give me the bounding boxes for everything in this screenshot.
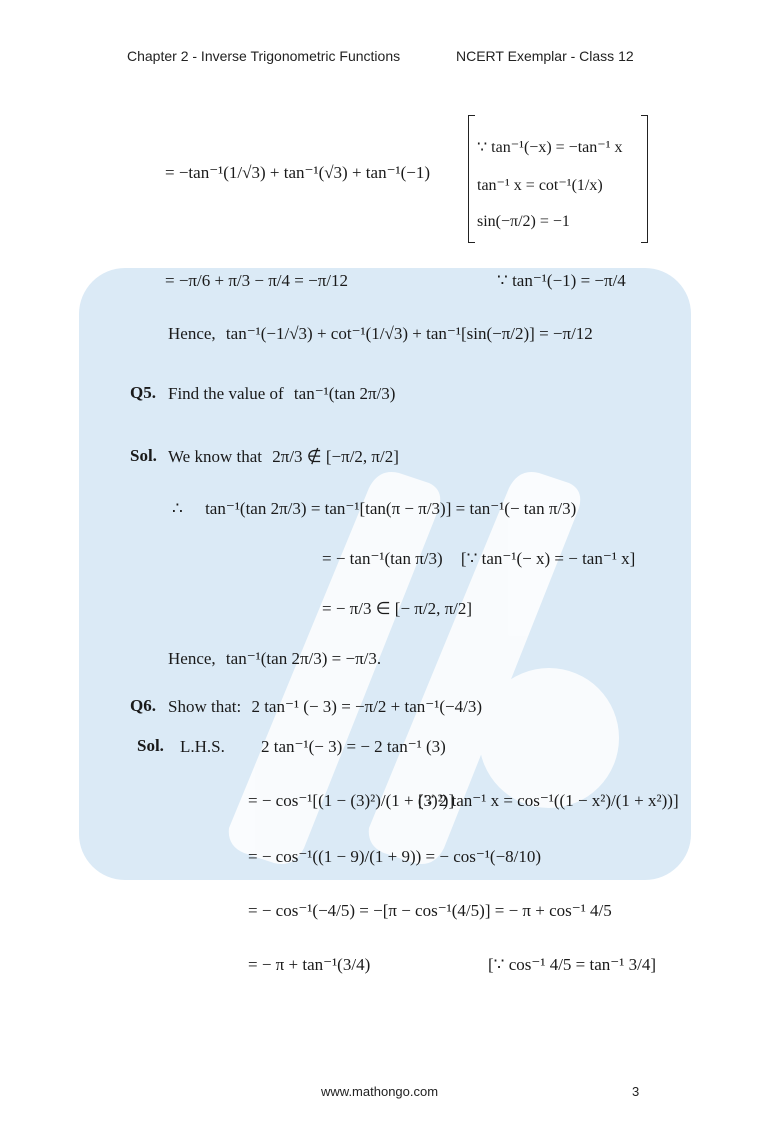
sol6-step-4-expression: = − π + tan⁻¹(3/4): [248, 955, 371, 974]
sol6-step-2-expression: = − cos⁻¹((1 − 9)/(1 + 9)) = − cos⁻¹(−8/10): [248, 847, 542, 866]
header-book-title: NCERT Exemplar - Class 12: [456, 48, 634, 64]
hence-1-expression: tan⁻¹(−1/√3) + cot⁻¹(1/√3) + tan⁻¹[sin(−π/2)] = −π/12: [225, 324, 593, 343]
reason-box-1: [468, 115, 648, 243]
footer-website[interactable]: www.mathongo.com: [321, 1084, 439, 1099]
sol5-expression: 2π/3 ∉ [−π/2, π/2]: [272, 447, 399, 466]
sol5-label: Sol.: [130, 446, 157, 465]
sol6-lhs-label: L.H.S.: [180, 737, 225, 756]
q5-expression: tan⁻¹(tan 2π/3): [293, 384, 396, 403]
box1-line-2: tan⁻¹ x = cot⁻¹(1/x): [477, 177, 603, 194]
box1-line-1: ∵ tan⁻¹(−x) = −tan⁻¹ x: [477, 139, 623, 156]
q6-question: [168, 696, 482, 718]
sol5-step-3: [322, 598, 472, 620]
line2-reason: [497, 270, 626, 292]
sol6-step-3-expression: = − cos⁻¹(−4/5) = −[π − cos⁻¹(4/5)] = − π + cos⁻¹ 4/5: [248, 901, 612, 920]
box1-line-3: sin(−π/2) = −1: [477, 213, 570, 230]
sol5-text: We know that: [168, 447, 262, 466]
sol6-step-4: [248, 954, 370, 976]
sol6-expression: 2 tan⁻¹(− 3) = − 2 tan⁻¹ (3): [261, 737, 446, 756]
sol6-intro: [261, 736, 446, 758]
step-line-2: [165, 270, 348, 292]
watermark-logo: [79, 268, 691, 880]
q6-text: Show that:: [168, 697, 242, 716]
hence-2: [168, 648, 381, 670]
therefore-symbol: ∴: [172, 499, 183, 518]
q5-question: [168, 383, 395, 405]
footer-page-number: 3: [632, 1084, 640, 1099]
sol5-step-1: [172, 498, 576, 520]
sol6-step-1-expression: = − cos⁻¹[(1 − (3)²)/(1 + (3)²)]: [248, 791, 455, 810]
step-line-1: [165, 162, 430, 184]
header-chapter-title: Chapter 2 - Inverse Trigonometric Functions: [127, 48, 401, 64]
sol5-step-2: [322, 548, 635, 570]
sol6-step-2: [248, 846, 541, 868]
q5-label: Q5.: [130, 383, 156, 402]
hence-2-expression: tan⁻¹(tan 2π/3) = −π/3.: [225, 649, 382, 668]
sol6-step-1-reason: [∵ 2 tan⁻¹ x = cos⁻¹((1 − x²)/(1 + x²))]: [418, 791, 679, 810]
hence-2-word: Hence,: [168, 649, 216, 668]
hence-1-word: Hence,: [168, 324, 216, 343]
sol5-intro: [168, 446, 399, 468]
q6-expression: 2 tan⁻¹ (− 3) = −π/2 + tan⁻¹(−4/3): [251, 697, 482, 716]
line1-expression: = −tan⁻¹(1/√3) + tan⁻¹(√3) + tan⁻¹(−1): [165, 163, 431, 182]
sol6-step-4-reason-wrap: [488, 954, 656, 976]
sol6-step-1-reason-wrap: [418, 790, 679, 812]
sol6-label: Sol.: [137, 736, 164, 755]
sol6-step-4-reason: [∵ cos⁻¹ 4/5 = tan⁻¹ 3/4]: [488, 955, 656, 974]
sol5-step-2-reason: [∵ tan⁻¹(− x) = − tan⁻¹ x]: [460, 549, 636, 568]
sol5-step-1-expression: tan⁻¹(tan 2π/3) = tan⁻¹[tan(π − π/3)] = tan⁻¹(− tan π/3): [205, 499, 577, 518]
line2-reason-text: ∵ tan⁻¹(−1) = −π/4: [497, 271, 626, 290]
sol5-step-3-expression: = − π/3 ∈ [− π/2, π/2]: [322, 599, 473, 618]
q6-label: Q6.: [130, 696, 156, 715]
sol5-step-2-expression: = − tan⁻¹(tan π/3): [322, 549, 443, 568]
line2-expression: = −π/6 + π/3 − π/4 = −π/12: [165, 271, 348, 290]
hence-1: [168, 323, 593, 345]
sol6-lhs: [180, 736, 225, 758]
q5-text: Find the value of: [168, 384, 284, 403]
sol6-step-3: [248, 900, 612, 922]
